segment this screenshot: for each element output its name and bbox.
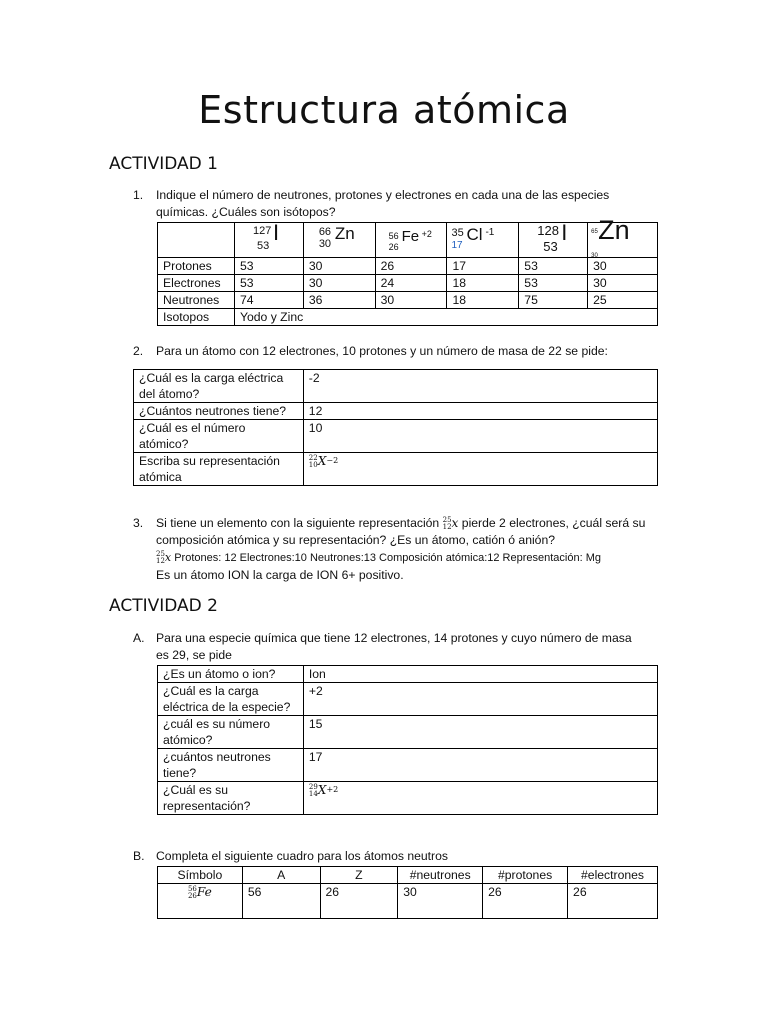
qa-answer-cell: +2 <box>303 683 657 716</box>
column-header: #protones <box>483 867 568 884</box>
qa-answer-cell: 15 <box>303 716 657 749</box>
repr-z: 12 <box>442 522 452 531</box>
table-cell: 30 <box>588 258 658 275</box>
qa-answer-cell: 17 <box>303 749 657 782</box>
row-label: Neutrones <box>158 292 235 309</box>
table-cell: 26 <box>320 884 398 919</box>
table-cell: 18 <box>447 275 519 292</box>
column-header: A <box>242 867 320 884</box>
species-z: 26 <box>388 242 399 252</box>
question-3-answer <box>156 549 646 567</box>
species-table <box>157 215 658 326</box>
q2-question-cell: ¿Cuál es la carga eléctrica del átomo? <box>134 370 304 403</box>
qa-question-cell: ¿cuántos neutrones tiene? <box>158 749 304 782</box>
species-z: 53 <box>256 240 270 252</box>
repr-symbol: x <box>164 551 172 564</box>
question-3-number: 3. <box>133 516 144 530</box>
repr-z: 12 <box>156 557 165 565</box>
table-cell: 53 <box>234 258 303 275</box>
q2-question-cell: ¿Cuál es el número atómico? <box>134 420 304 453</box>
species-symbol: Fe <box>401 228 420 245</box>
answer-line-2: Es un átomo ION la carga de ION 6+ positivo. <box>156 568 404 582</box>
species-charge: -1 <box>485 227 495 238</box>
row-label: Isotopos <box>158 309 235 326</box>
question-b-text: Completa el siguiente cuadro para los átomos neutros <box>156 849 448 863</box>
species-mass: 128 <box>537 223 559 238</box>
q2-answer-cell: 10 <box>303 420 657 453</box>
q2-row <box>134 370 658 403</box>
qa-answer-cell: Ion <box>303 666 657 683</box>
repr-mass: 56 <box>187 884 197 893</box>
isotopos-row <box>158 309 658 326</box>
table-cell: 30 <box>303 258 375 275</box>
atomic-representation <box>309 783 338 797</box>
question-3-text-a: Si tiene un elemento con la siguiente representación <box>156 516 440 530</box>
table-cell: 25 <box>588 292 658 309</box>
actividad-1-heading: ACTIVIDAD 1 <box>109 154 218 174</box>
table-cell: 30 <box>398 884 483 919</box>
repr-mass: 22 <box>308 453 318 462</box>
question-1-number: 1. <box>133 188 144 202</box>
answer-line: Protones: 12 Electrones:10 Neutrones:13 Composición atómica:12 Representación: Mg <box>174 552 601 564</box>
species-charge: +2 <box>421 229 432 239</box>
actividad-2-heading: ACTIVIDAD 2 <box>109 596 218 616</box>
fe-representation <box>188 885 212 899</box>
qa-question-cell: ¿Cuál es la carga eléctrica de la especie? <box>158 683 304 716</box>
table-cell: 56 <box>242 884 320 919</box>
species-z: 53 <box>543 239 558 254</box>
question-b-number: B. <box>133 849 145 863</box>
repr-mass: 25 <box>442 515 452 524</box>
question-1-text: Indique el número de neutrones, protones y electrones en cada una de las especies químicas. ¿Cuáles son isótopos? <box>156 188 610 219</box>
qb-data-row <box>158 884 658 919</box>
species-cell <box>375 223 447 258</box>
question-3-repr <box>443 516 459 530</box>
repr-mass: 29 <box>308 782 318 791</box>
repr-z: 10 <box>308 460 318 469</box>
species-symbol: Zn <box>598 215 630 245</box>
species-mass: 127 <box>252 225 272 237</box>
qa-answer-cell <box>303 782 657 815</box>
species-symbol: Cl <box>466 225 483 244</box>
species-symbol: I <box>272 220 280 245</box>
repr-charge: +2 <box>326 785 339 794</box>
q2-answer-cell: -2 <box>303 370 657 403</box>
species-mass: 56 <box>388 231 399 241</box>
repr-symbol: Fe <box>196 885 212 899</box>
column-header: Z <box>320 867 398 884</box>
table-cell: 53 <box>519 258 588 275</box>
question-2-number: 2. <box>133 344 144 358</box>
electrones-row <box>158 275 658 292</box>
question-2-table <box>133 369 658 486</box>
protones-row <box>158 258 658 275</box>
qa-row <box>158 683 658 716</box>
table-cell: 36 <box>303 292 375 309</box>
species-z: 17 <box>451 240 463 251</box>
page-title: Estructura atómica <box>198 88 570 132</box>
table-cell: 26 <box>375 258 447 275</box>
q2-question-cell: ¿Cuántos neutrones tiene? <box>134 403 304 420</box>
qa-question-cell: ¿cuál es su número atómico? <box>158 716 304 749</box>
qa-row <box>158 749 658 782</box>
species-cell <box>519 220 588 258</box>
table-cell: 30 <box>588 275 658 292</box>
question-b-table <box>157 866 658 919</box>
row-label: Electrones <box>158 275 235 292</box>
qa-row <box>158 666 658 683</box>
question-3-body <box>156 515 646 584</box>
table-cell: 74 <box>234 292 303 309</box>
q2-answer-cell: 12 <box>303 403 657 420</box>
empty-header-cell <box>158 223 235 258</box>
table-cell: 17 <box>447 258 519 275</box>
neutrones-row <box>158 292 658 309</box>
table-cell: 26 <box>568 884 658 919</box>
table-cell: 30 <box>303 275 375 292</box>
table-cell: 53 <box>234 275 303 292</box>
q2-question-cell: Escriba su representación atómica <box>134 453 304 486</box>
qa-row <box>158 716 658 749</box>
repr-mass: 25 <box>156 550 165 558</box>
qb-header-row <box>158 867 658 884</box>
repr-z: 26 <box>187 891 197 900</box>
repr-symbol: X <box>317 454 327 468</box>
species-cell <box>303 223 375 258</box>
column-header: Símbolo <box>158 867 243 884</box>
repr-symbol: X <box>317 783 327 797</box>
table-cell: 53 <box>519 275 588 292</box>
symbol-cell <box>158 884 243 919</box>
column-header: #neutrones <box>398 867 483 884</box>
column-header: #electrones <box>568 867 658 884</box>
qa-question-cell: ¿Cuál es su representación? <box>158 782 304 815</box>
species-z: 30 <box>318 238 332 250</box>
repr-symbol: x <box>451 516 459 530</box>
repr-charge: −2 <box>326 456 339 465</box>
table-cell: 30 <box>375 292 447 309</box>
table-cell: 24 <box>375 275 447 292</box>
repr-z: 14 <box>308 789 318 798</box>
isotopes-answer: Yodo y Zinc <box>234 309 657 326</box>
species-cell <box>234 220 303 258</box>
qa-question-cell: ¿Es un átomo o ion? <box>158 666 304 683</box>
table-cell: 18 <box>447 292 519 309</box>
question-a-number: A. <box>133 631 145 645</box>
atomic-representation <box>309 454 338 468</box>
q2-answer-cell <box>303 453 657 486</box>
species-mass: 35 <box>451 227 464 239</box>
question-a-text: Para una especie química que tiene 12 electrones, 14 protones y cuyo número de masa es 29, se pide <box>156 631 632 662</box>
q2-row <box>134 420 658 453</box>
species-cell <box>588 215 658 259</box>
species-symbol: I <box>561 220 568 245</box>
species-header-row <box>158 223 658 258</box>
q2-row <box>134 403 658 420</box>
species-z: 30 <box>591 253 598 259</box>
question-2-text: Para un átomo con 12 electrones, 10 protones y un número de masa de 22 se pide: <box>156 344 608 358</box>
qa-row <box>158 782 658 815</box>
row-label: Protones <box>158 258 235 275</box>
table-cell: 26 <box>483 884 568 919</box>
species-cell <box>447 223 519 258</box>
species-symbol: Zn <box>334 224 355 243</box>
species-mass: 65 <box>591 229 598 235</box>
answer-repr <box>156 551 171 564</box>
question-a-table <box>157 665 658 815</box>
question-3-text-b: pierde 2 electrones, ¿cuál será su composición atómica y su representación? ¿Es un átomo, catión ó anión? <box>156 516 646 547</box>
table-cell: 75 <box>519 292 588 309</box>
species-mass: 66 <box>318 226 332 238</box>
q2-row <box>134 453 658 486</box>
